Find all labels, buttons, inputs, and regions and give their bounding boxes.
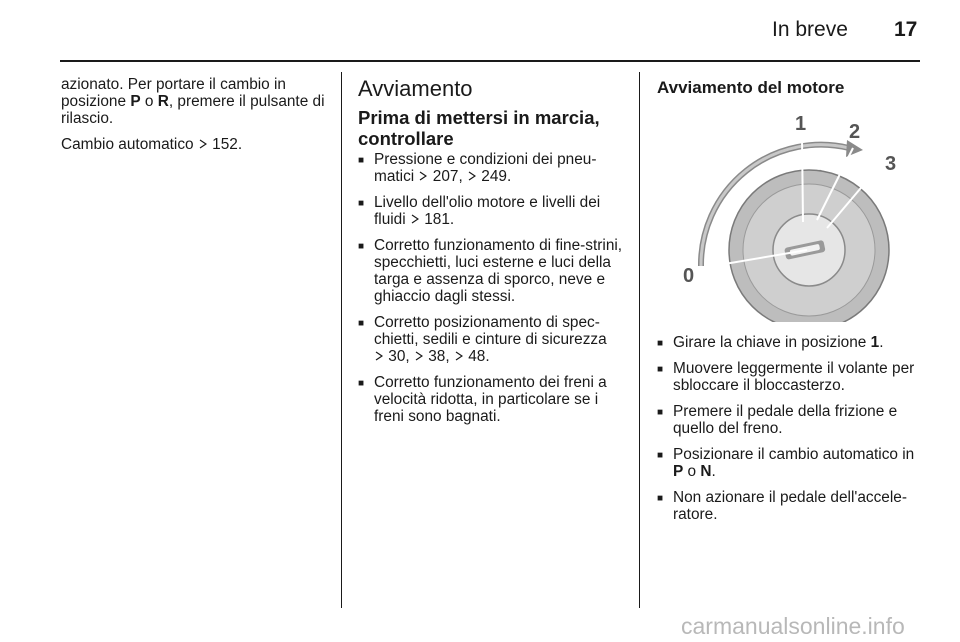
header-divider (60, 60, 920, 62)
paragraph-automatic-ref: Cambio automatico 152. (61, 136, 243, 153)
list-item: ■ Pressione e condizioni dei pneu-matici 207, 249. (358, 151, 628, 185)
page-reference-icon (415, 351, 423, 361)
list-item: ■ Livello dell'olio motore e livelli dei fluidi 181. (358, 194, 628, 228)
section-title: Avviamento (358, 76, 473, 101)
page-link[interactable]: 30, (388, 348, 410, 365)
page-reference-icon (468, 171, 476, 181)
column-middle (358, 76, 628, 434)
list-item: ■ Corretto posizionamento di spec-chietti, sedili e cinture di sicurezza 30, 38, 48. (358, 314, 628, 365)
position-label-1: 1 (795, 113, 807, 135)
watermark: carmanualsonline.info (681, 613, 905, 639)
list-item: ■ Girare la chiave in posizione 1. (657, 334, 925, 351)
page-reference-icon (199, 139, 207, 149)
page-link[interactable]: 48. (468, 348, 490, 365)
list-item: ■ Posizionare il cambio automatico in P o N. (657, 446, 925, 480)
position-label-0: 0 (683, 265, 695, 287)
list-item: ■ Non azionare il pedale dell'accele-ratore. (657, 489, 925, 523)
checklist (358, 151, 628, 425)
list-item: ■ Corretto funzionamento dei freni a velocità ridotta, in particolare se i freni sono bagnati. (358, 374, 628, 425)
ignition-switch-illustration (657, 110, 921, 322)
column-right (657, 76, 925, 532)
paragraph-gear-release: azionato. Per portare il cambio in posizione P o R, premere il pulsante di rilascio. (61, 76, 325, 127)
list-item: ■ Corretto funzionamento di fine-strini, specchietti, luci esterne e luci della targa e assenza di sporco, neve e ghiaccio dagli stessi. (358, 237, 628, 305)
page-link[interactable]: 152. (212, 136, 243, 153)
page-reference-icon (455, 351, 463, 361)
page-link[interactable]: 207, (432, 168, 463, 185)
page-reference-icon (419, 171, 427, 181)
page-link[interactable]: 249. (481, 168, 512, 185)
page-reference-icon (411, 214, 419, 224)
position-label-2: 2 (849, 121, 861, 143)
page-reference-icon (375, 351, 383, 361)
column-divider-2 (639, 72, 640, 608)
column-left (61, 76, 329, 162)
page-link[interactable]: 181. (424, 211, 455, 228)
page-link[interactable]: 38, (428, 348, 450, 365)
list-item: ■ Muovere leggermente il volante per sbloccare il bloccasterzo. (657, 360, 925, 394)
subsection-title: Prima di mettersi in marcia, controllare (358, 107, 600, 149)
column-divider-1 (341, 72, 342, 608)
position-label-3: 3 (885, 153, 897, 175)
section-title: Avviamento del motore (657, 78, 845, 97)
header-title: In breve (772, 18, 848, 41)
list-item: ■ Premere il pedale della frizione e quello del freno. (657, 403, 925, 437)
start-steps (657, 334, 925, 523)
page-number: 17 (894, 18, 918, 41)
